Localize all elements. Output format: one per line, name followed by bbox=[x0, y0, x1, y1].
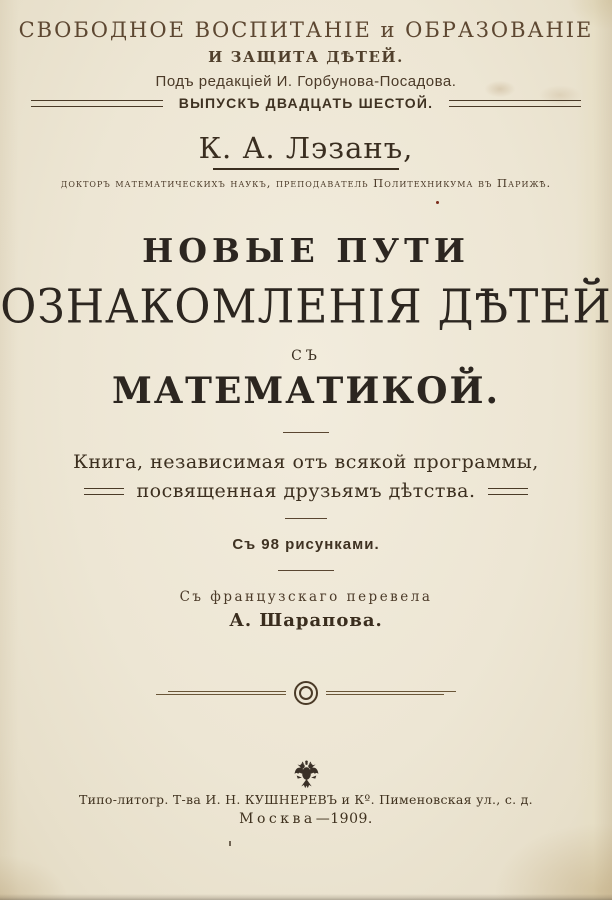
imprint-place-date bbox=[0, 811, 612, 827]
ornament-lines-left bbox=[156, 691, 286, 696]
subtitle-line2: посвященная друзьямъ дѣтства. bbox=[136, 480, 476, 502]
book-title-line3: СЪ bbox=[291, 348, 321, 364]
author-name: К. А. Лэзанъ, bbox=[198, 131, 414, 165]
imprint-printer-line: Типо-литогр. Т-ва И. Н. КУШНЕРЕВЪ и Кº. Пименовская ул., с. д. bbox=[79, 792, 533, 807]
short-rule-3 bbox=[278, 570, 334, 571]
ornament-lines-right bbox=[326, 691, 456, 696]
book-title-line2: ОЗНАКОМЛЕНІЯ ДѢТЕЙ bbox=[0, 279, 612, 334]
short-rule-1 bbox=[283, 432, 329, 433]
illustrations-note: Съ 98 рисунками. bbox=[232, 536, 380, 553]
subtitle-row bbox=[0, 480, 612, 502]
imprint-year: —1909. bbox=[315, 811, 373, 827]
author-underline-rule bbox=[213, 168, 399, 170]
short-rule-2 bbox=[285, 518, 327, 519]
book-title-line4: МАТЕМАТИКОЙ. bbox=[111, 370, 501, 412]
paper-speck-brown bbox=[229, 841, 231, 846]
issue-rule-right bbox=[449, 100, 581, 107]
page-bottom-edge-shadow bbox=[0, 894, 612, 900]
divider-ornament bbox=[0, 681, 612, 705]
translator-intro: Съ французскаго перевела bbox=[179, 589, 433, 605]
issue-number: ВЫПУСКЪ ДВАДЦАТЬ ШЕСТОЙ. bbox=[178, 95, 434, 111]
subtitle-rule-right bbox=[488, 488, 528, 495]
imprint-city: Москва bbox=[239, 811, 316, 827]
series-subtitle: И ЗАЩИТА ДѢТЕЙ. bbox=[208, 48, 404, 66]
series-title: СВОБОДНОЕ ВОСПИТАНІЕ и ОБРАЗОВАНІЕ bbox=[18, 18, 594, 42]
editor-line: Подъ редакціей И. Горбунова-Посадова. bbox=[155, 73, 457, 90]
book-title-line1: НОВЫЕ ПУТИ bbox=[142, 231, 470, 270]
subtitle-rule-left bbox=[84, 488, 124, 495]
author-credentials: докторъ математическихъ наукъ, преподаватель Политехникума въ Парижѣ. bbox=[60, 176, 552, 190]
subtitle-line1: Книга, независимая отъ всякой программы, bbox=[73, 451, 539, 473]
issue-rule-left bbox=[31, 100, 163, 107]
publisher-eagle-emblem-icon bbox=[0, 760, 612, 791]
ornament-circle-icon bbox=[294, 681, 318, 705]
translator-name: А. Шарапова. bbox=[229, 610, 383, 631]
paper-speck-red bbox=[436, 201, 439, 204]
issue-row bbox=[0, 95, 612, 111]
